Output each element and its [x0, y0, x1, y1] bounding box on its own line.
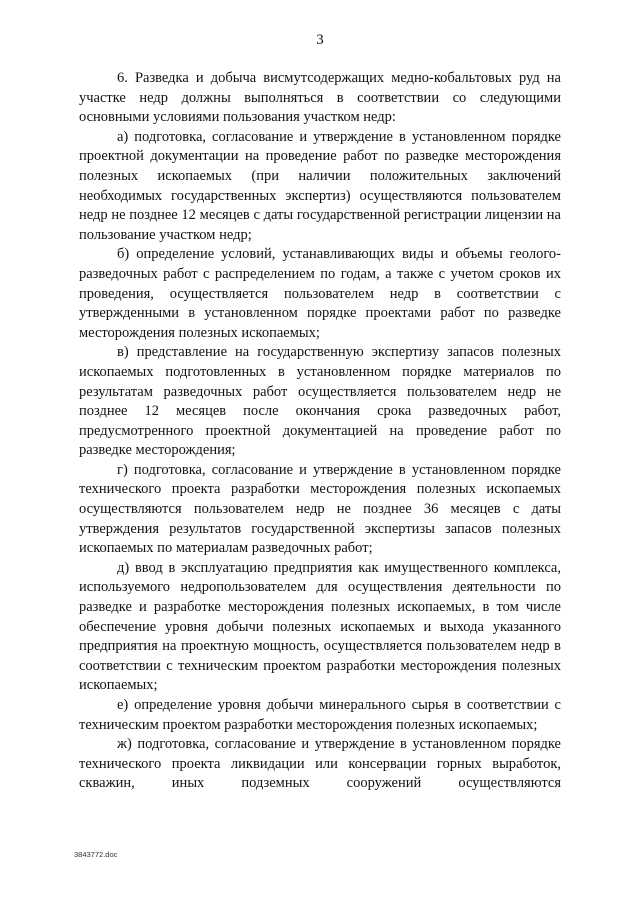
paragraph-6-intro: 6. Разведка и добыча висмутсодержащих медно-кобальтовых руд на участке недр должны выполняться в соответствии со следующими основными условиями пользования участком недр: [79, 70, 561, 126]
paragraph-e: е) определение уровня добычи минерального сырья в соответствии с техническим проектом разработки месторождения полезных ископаемых; [79, 697, 561, 733]
paragraph-zh: ж) подготовка, согласование и утверждение в установленном порядке технического проекта ликвидации или консервации горных выработок, скважин, иных подземных сооружений осуществляются [79, 736, 561, 792]
paragraph-v: в) представление на государственную экспертизу запасов полезных ископаемых подготовленных в установленном порядке материалов по результатам разведочных работ осуществляется пользователем недр не позднее 12 месяцев после окончания срока разведочных работ, предусмотренного проектной документацией на проведение работ по разведке месторождения; [79, 344, 561, 459]
footer-file-code: 3843772.doc [74, 850, 118, 859]
paragraph-d: д) ввод в эксплуатацию предприятия как имущественного комплекса, используемого недропользователем для осуществления деятельности по разведке и разработке месторождения полезных ископаемых, в том числе обеспечение уровня добычи полезных ископаемых и выхода указанного предприятия на проектную мощность, осуществляется пользователем недр в соответствии с техническим проектом разработки месторождения полезных ископаемых; [79, 559, 561, 694]
paragraph-b: б) определение условий, устанавливающих виды и объемы геолого-разведочных работ с распределением по годам, а также с учетом сроков их проведения, осуществляется пользователем недр в соответствии с утвержденными в установленном порядке проектами работ по разведке месторождения полезных ископаемых; [79, 246, 561, 341]
paragraph-a: а) подготовка, согласование и утверждение в установленном порядке проектной документации на проведение работ по разведке месторождения полезных ископаемых (при наличии положительных заключений необходимых государственных экспертиз) осуществляются пользователем недр не позднее 12 месяцев с даты государственной регистрации лицензии на пользование участком недр; [79, 128, 561, 243]
document-body [79, 69, 561, 794]
paragraph-g: г) подготовка, согласование и утверждение в установленном порядке технического проекта разработки месторождения полезных ископаемых осуществляются пользователем недр не позднее 36 месяцев с даты утверждения результатов государственной экспертизы запасов полезных ископаемых по материалам разведочных работ; [79, 461, 561, 557]
page-number: 3 [316, 32, 324, 48]
